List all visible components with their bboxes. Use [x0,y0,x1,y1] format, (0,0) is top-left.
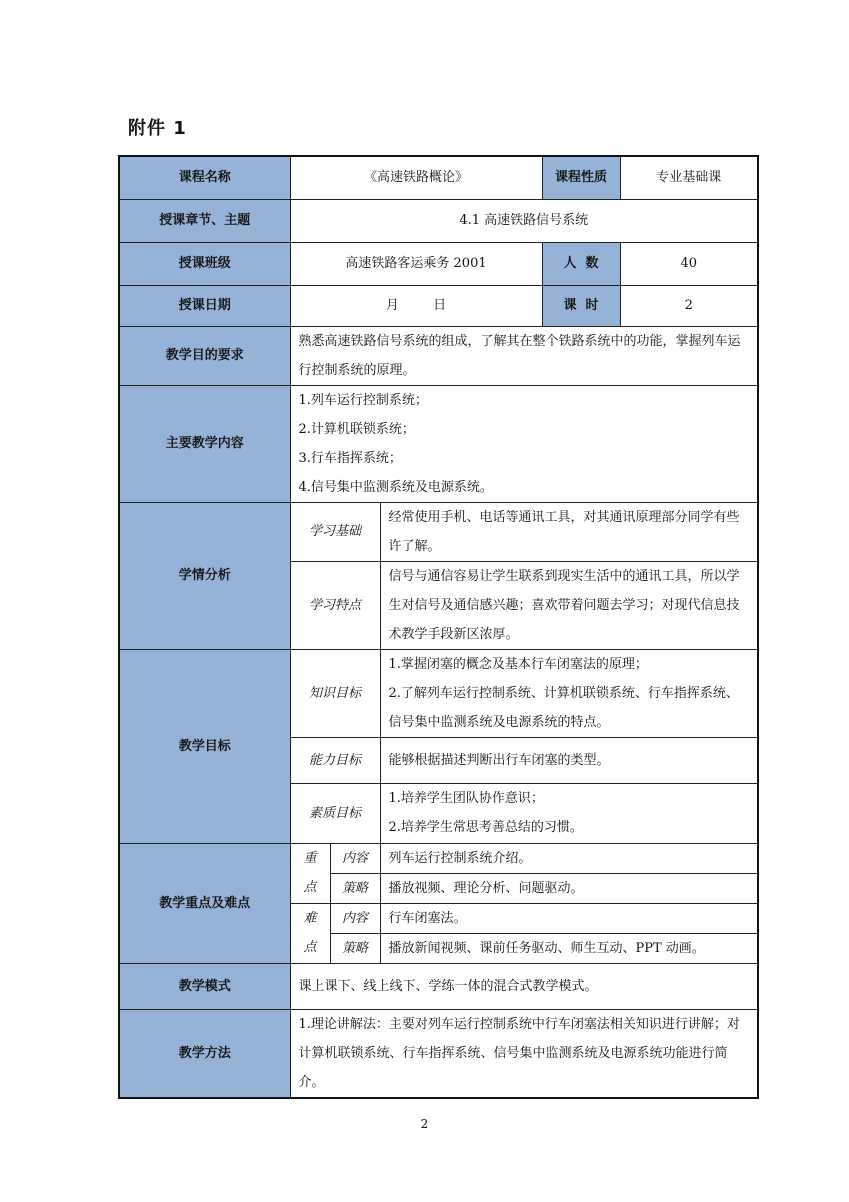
course-type-label: 课程性质 [542,156,620,199]
course-type-value: 专业基础课 [620,156,758,199]
list-item: 4.信号集中监测系统及电源系统。 [298,479,493,495]
chapter-label: 授课章节、主题 [119,199,290,242]
learning-traits-label: 学习特点 [290,561,380,649]
knowledge-goal-label: 知识目标 [290,649,380,737]
learning-analysis-label: 学情分析 [119,502,290,649]
learning-basis-label: 学习基础 [290,502,380,561]
lesson-plan-table [118,155,759,1099]
class-value: 高速铁路客运乘务 2001 [290,242,542,285]
date-label: 授课日期 [119,285,290,326]
difficult-content-label: 内容 [330,903,380,933]
quality-goal-label: 素质目标 [290,783,380,843]
student-count-value: 40 [620,242,758,285]
list-item: 2.培养学生常思考善总结的习惯。 [388,820,583,835]
ability-goal-text: 能够根据描述判断出行车闭塞的类型。 [380,737,758,783]
key-point-marker [290,843,330,903]
learning-basis-text: 经常使用手机、电话等通讯工具，对其通讯原理部分同学有些许了解。 [380,502,758,561]
date-value [290,285,542,326]
date-month: 月 [385,298,399,313]
key-char-zhong: 重 [303,851,317,866]
main-content-list [290,385,758,502]
attachment-heading: 附件 1 [128,118,187,139]
ability-goal-label: 能力目标 [290,737,380,783]
list-item: 1.掌握闭塞的概念及基本行车闭塞法的原理； [388,656,648,672]
knowledge-goal-text [380,649,758,737]
learning-traits-text: 信号与通信容易让学生联系到现实生活中的通讯工具，所以学生对信号及通信感兴趣；喜欢带着问题去学习；对现代信息技术教学手段新区浓厚。 [380,561,758,649]
teaching-mode-text: 课上课下、线上线下、学练一体的混合式教学模式。 [290,963,758,1009]
page-number: 2 [420,1117,429,1131]
quality-goal-text [380,783,758,843]
difficult-strategy-text: 播放新闻视频、课前任务驱动、师生互动、PPT 动画。 [380,933,758,963]
teaching-method-text: 1.理论讲解法：主要对列车运行控制系统中行车闭塞法相关知识进行讲解；对计算机联锁系统、行车指挥系统、信号集中监测系统及电源系统功能进行简介。 [290,1009,758,1098]
list-item: 2.了解列车运行控制系统、计算机联锁系统、行车指挥系统、信号集中监测系统及电源系统的特点。 [388,685,739,730]
list-item: 3.行车指挥系统； [298,450,402,466]
teaching-method-label: 教学方法 [119,1009,290,1098]
chapter-value: 4.1 高速铁路信号系统 [290,199,758,242]
difficult-char-dian: 点 [303,940,317,955]
key-content-text: 列车运行控制系统介绍。 [380,843,758,873]
teaching-goals-label: 教学目标 [119,649,290,843]
class-hours-label: 课 时 [542,285,620,326]
main-content-label: 主要教学内容 [119,385,290,502]
course-name-value: 《高速铁路概论》 [290,156,542,199]
objective-requirement-label: 教学目的要求 [119,326,290,385]
class-hours-value: 2 [620,285,758,326]
class-label: 授课班级 [119,242,290,285]
list-item: 1.培养学生团队协作意识； [388,791,544,806]
difficult-point-marker [290,903,330,963]
difficult-char-nan: 难 [303,911,317,926]
key-content-label: 内容 [330,843,380,873]
student-count-label: 人 数 [542,242,620,285]
course-name-label: 课程名称 [119,156,290,199]
difficult-content-text: 行车闭塞法。 [380,903,758,933]
list-item: 2.计算机联锁系统； [298,421,415,437]
key-strategy-text: 播放视频、理论分析、问题驱动。 [380,873,758,903]
date-day: 日 [433,298,447,313]
key-char-dian: 点 [303,880,317,895]
key-strategy-label: 策略 [330,873,380,903]
key-difficult-label: 教学重点及难点 [119,843,290,963]
list-item: 1.列车运行控制系统； [298,392,428,408]
objective-requirement-text: 熟悉高速铁路信号系统的组成，了解其在整个铁路系统中的功能，掌握列车运行控制系统的原理。 [290,326,758,385]
difficult-strategy-label: 策略 [330,933,380,963]
teaching-mode-label: 教学模式 [119,963,290,1009]
